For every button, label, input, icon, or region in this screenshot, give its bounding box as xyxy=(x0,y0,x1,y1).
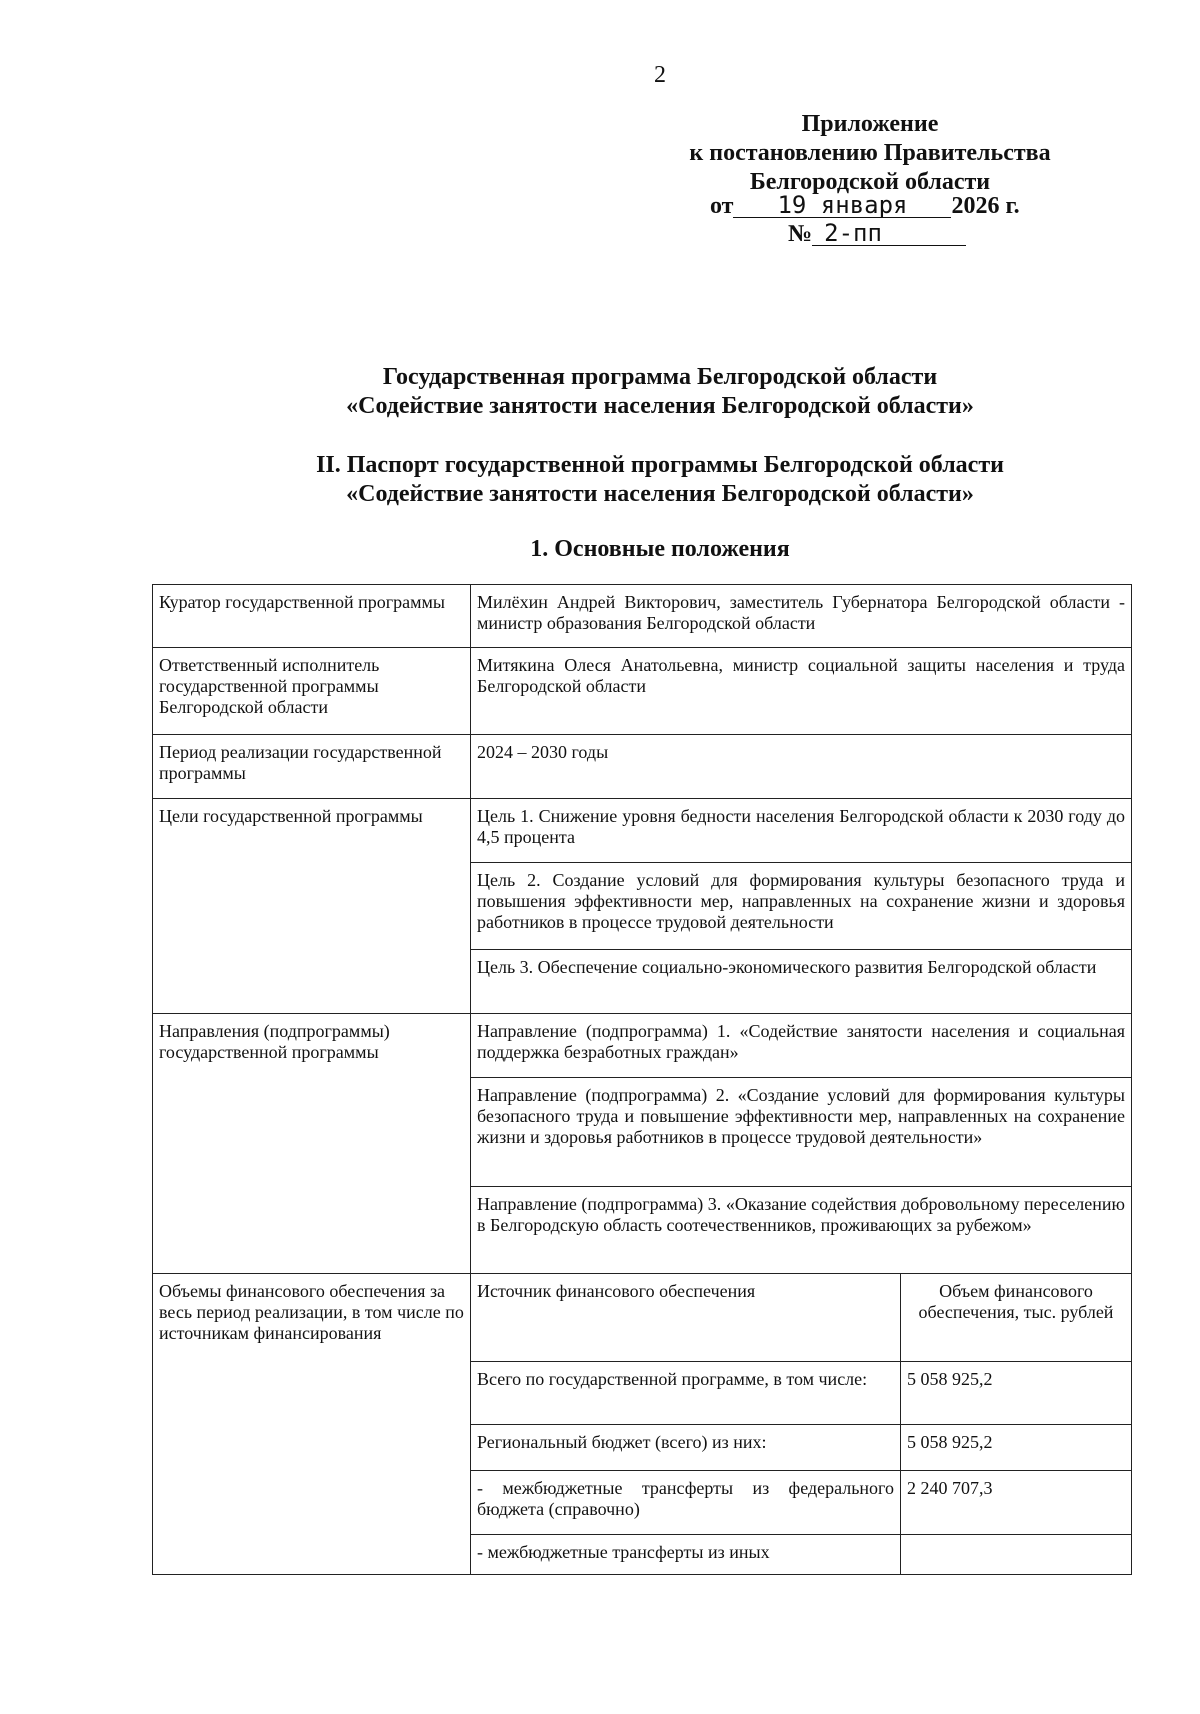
table-row xyxy=(153,648,1132,735)
goal-item: Цель 2. Создание условий для формирования культуры безопасного труда и повышения эффективности мер, направленных на сохранение жизни и здоровья работников в процессе трудовой деятельности xyxy=(471,863,1132,950)
finance-amount: 5 058 925,2 xyxy=(901,1425,1132,1471)
direction-item: Направление (подпрограмма) 3. «Оказание содействия добровольному переселению в Белгородскую область соотечественников, проживающих за рубежом» xyxy=(471,1187,1132,1274)
finance-header-source: Источник финансового обеспечения xyxy=(471,1274,901,1362)
curator-value: Милёхин Андрей Викторович, заместитель Губернатора Белгородской области - министр образования Белгородской области xyxy=(471,585,1132,648)
decree-number-line xyxy=(788,221,966,248)
decree-date: 19 января xyxy=(733,193,951,218)
decree-number: 2-пп xyxy=(812,221,966,246)
directions-label: Направления (подпрограммы) государственной программы xyxy=(153,1014,471,1274)
table-row xyxy=(153,1274,1132,1362)
program-title-line: «Содействие занятости населения Белгородской области» xyxy=(346,393,974,419)
goal-item: Цель 1. Снижение уровня бедности населения Белгородской области к 2030 году до 4,5 процента xyxy=(471,799,1132,863)
finance-amount xyxy=(901,1535,1132,1575)
period-label: Период реализации государственной программы xyxy=(153,735,471,799)
executor-value: Митякина Олеся Анатольевна, министр социальной защиты населения и труда Белгородской области xyxy=(471,648,1132,735)
appendix-decree: к постановлению Правительства xyxy=(689,140,1051,166)
passport-title-line: «Содействие занятости населения Белгородской области» xyxy=(346,481,974,507)
section-title: 1. Основные положения xyxy=(530,536,790,562)
page-number: 2 xyxy=(654,62,666,88)
decree-date-line xyxy=(710,193,1020,220)
direction-item: Направление (подпрограмма) 2. «Создание условий для формирования культуры безопасного труда и повышение эффективности мер, направленных на сохранение жизни и здоровья работников в процессе трудовой деятельности» xyxy=(471,1078,1132,1187)
table-row xyxy=(153,585,1132,648)
date-prefix: от xyxy=(710,193,734,219)
period-value: 2024 – 2030 годы xyxy=(471,735,1132,799)
date-year: 2026 г. xyxy=(951,193,1020,219)
goal-item: Цель 3. Обеспечение социально-экономического развития Белгородской области xyxy=(471,950,1132,1014)
finance-header-amount: Объем финансового обеспечения, тыс. рублей xyxy=(901,1274,1132,1362)
appendix-title: Приложение xyxy=(801,111,939,137)
finance-source: Всего по государственной программе, в том числе: xyxy=(471,1362,901,1425)
passport-title xyxy=(0,451,1200,509)
appendix-region: Белгородской области xyxy=(749,169,991,195)
table-row xyxy=(153,1014,1132,1078)
finance-source: - межбюджетные трансферты из федерального бюджета (справочно) xyxy=(471,1471,901,1535)
passport-title-line: II. Паспорт государственной программы Белгородской области xyxy=(316,452,1004,478)
goals-label: Цели государственной программы xyxy=(153,799,471,1014)
finance-source: - межбюджетные трансферты из иных xyxy=(471,1535,901,1575)
appendix-header xyxy=(640,110,1100,197)
table-row xyxy=(153,799,1132,863)
finance-label: Объемы финансового обеспечения за весь период реализации, в том числе по источникам финансирования xyxy=(153,1274,471,1575)
finance-source: Региональный бюджет (всего) из них: xyxy=(471,1425,901,1471)
passport-table xyxy=(152,584,1132,1575)
curator-label: Куратор государственной программы xyxy=(153,585,471,648)
program-title-line: Государственная программа Белгородской области xyxy=(382,364,938,390)
finance-amount: 5 058 925,2 xyxy=(901,1362,1132,1425)
finance-amount: 2 240 707,3 xyxy=(901,1471,1132,1535)
number-sign: № xyxy=(788,221,813,247)
table-row xyxy=(153,735,1132,799)
executor-label: Ответственный исполнитель государственной программы Белгородской области xyxy=(153,648,471,735)
program-title xyxy=(0,363,1200,421)
direction-item: Направление (подпрограмма) 1. «Содействие занятости населения и социальная поддержка безработных граждан» xyxy=(471,1014,1132,1078)
